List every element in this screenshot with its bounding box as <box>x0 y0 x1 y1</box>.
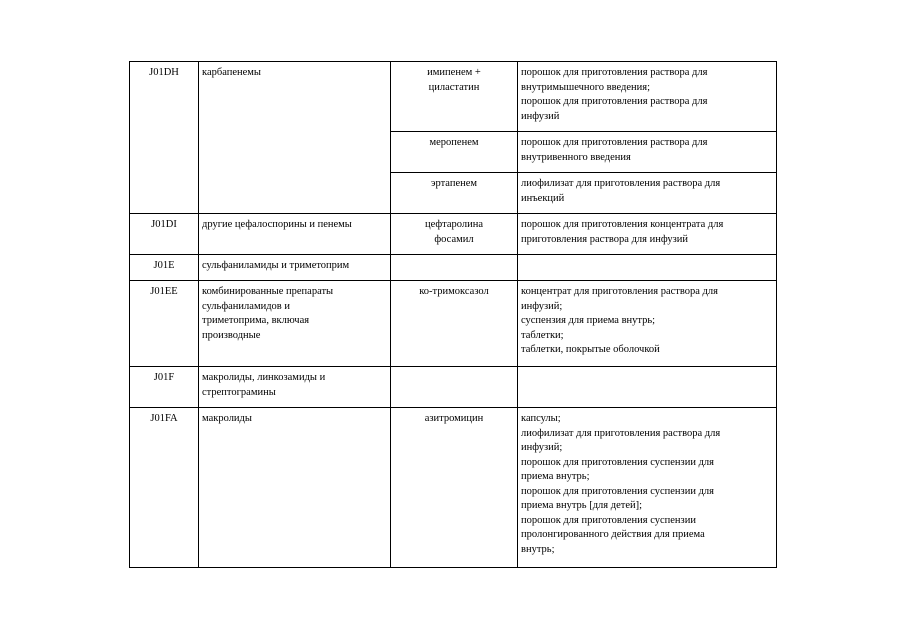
table-row <box>130 367 777 408</box>
dosage-form-cell <box>518 281 777 367</box>
dosage-form-line: концентрат для приготовления раствора для <box>521 286 718 297</box>
drug-name-line: ко-тримоксазол <box>419 286 489 297</box>
drug-name-line: меропенем <box>429 137 479 148</box>
dosage-form-line: таблетки; <box>521 329 564 341</box>
table-row <box>130 62 777 132</box>
dosage-form-line: инфузий; <box>521 442 563 453</box>
atc-code-cell <box>130 255 199 281</box>
drug-name-line: фосамил <box>434 233 474 245</box>
dosage-form-cell <box>518 62 777 132</box>
dosage-form-line: порошок для приготовления суспензии для <box>521 485 714 497</box>
drug-name-line: цефтаролина <box>424 219 484 230</box>
dosage-form-line: инъекций <box>521 192 565 204</box>
atc-code: J01EE <box>150 286 178 297</box>
drug-name-cell <box>391 62 518 132</box>
dosage-form-line: лиофилизат для приготовления раствора для <box>521 427 721 439</box>
atc-code: J01F <box>153 372 175 383</box>
group-name-line: сульфаниламидов и <box>202 300 290 312</box>
dosage-form-line: порошок для приготовления раствора для <box>521 96 708 107</box>
atc-code-cell <box>130 281 199 367</box>
dosage-form-line: лиофилизат для приготовления раствора для <box>521 178 721 189</box>
group-name-line: производные <box>202 329 261 341</box>
atc-code-cell <box>130 62 199 214</box>
group-name-line: комбинированные препараты <box>202 286 334 297</box>
dosage-form-line: внутримышечного введения; <box>521 81 651 93</box>
drug-name-cell <box>391 214 518 255</box>
dosage-form-line: порошок для приготовления концентрата для <box>521 219 724 230</box>
drug-name-cell <box>391 281 518 367</box>
drug-name-cell <box>391 132 518 173</box>
group-name-cell <box>199 408 391 568</box>
group-name-cell <box>199 255 391 281</box>
drug-name-cell <box>391 367 518 408</box>
dosage-form-cell <box>518 408 777 568</box>
dosage-form-line: приема внутрь [для детей]; <box>521 500 643 511</box>
drug-name-cell <box>391 408 518 568</box>
drug-name-line: имипенем + <box>427 67 481 78</box>
dosage-form-line: порошок для приготовления раствора для <box>521 67 708 78</box>
dosage-form-line: таблетки, покрытые оболочкой <box>521 344 660 355</box>
atc-code: J01FA <box>150 413 178 424</box>
atc-code: J01DI <box>151 219 177 230</box>
drug-classification-table <box>129 61 777 568</box>
drug-name-line: эртапенем <box>430 178 478 189</box>
atc-code-cell <box>130 367 199 408</box>
drug-name-line: азитромицин <box>424 413 484 424</box>
dosage-form-line: приема внутрь; <box>521 471 590 482</box>
drug-name-line: циластатин <box>428 81 480 93</box>
table-row <box>130 255 777 281</box>
group-name: карбапенемы <box>202 67 261 78</box>
group-name: макролиды <box>202 413 252 424</box>
drug-name-cell <box>391 255 518 281</box>
table-row <box>130 281 777 367</box>
group-name-cell <box>199 367 391 408</box>
dosage-form-cell <box>518 132 777 173</box>
drug-name-cell <box>391 173 518 214</box>
dosage-form-line: инфузий <box>521 110 560 122</box>
group-name-cell <box>199 62 391 214</box>
dosage-form-line: приготовления раствора для инфузий <box>521 233 689 245</box>
atc-code-cell <box>130 408 199 568</box>
dosage-form-line: капсулы; <box>521 413 561 424</box>
dosage-form-cell <box>518 367 777 408</box>
group-name: сульфаниламиды и триметоприм <box>202 260 350 271</box>
group-name-line: макролиды, линкозамиды и <box>202 372 326 383</box>
dosage-form-line: инфузий; <box>521 300 563 312</box>
group-name-line: триметоприма, включая <box>202 315 310 326</box>
dosage-form-line: суспензия для приема внутрь; <box>521 315 656 326</box>
table-row <box>130 214 777 255</box>
group-name: другие цефалоспорины и пенемы <box>202 219 352 230</box>
group-name-line: стрептограмины <box>202 386 276 398</box>
group-name-cell <box>199 281 391 367</box>
atc-code: J01E <box>153 260 175 271</box>
dosage-form-cell <box>518 173 777 214</box>
dosage-form-line: внутрь; <box>521 543 555 555</box>
atc-code-cell <box>130 214 199 255</box>
table-row <box>130 408 777 568</box>
dosage-form-cell <box>518 255 777 281</box>
dosage-form-line: пролонгированного действия для приема <box>521 529 705 540</box>
dosage-form-line: порошок для приготовления раствора для <box>521 137 708 148</box>
dosage-form-cell <box>518 214 777 255</box>
atc-code: J01DH <box>149 67 179 78</box>
dosage-form-line: внутривенного введения <box>521 151 631 163</box>
dosage-form-line: порошок для приготовления суспензии для <box>521 456 714 468</box>
group-name-cell <box>199 214 391 255</box>
dosage-form-line: порошок для приготовления суспензии <box>521 514 696 526</box>
